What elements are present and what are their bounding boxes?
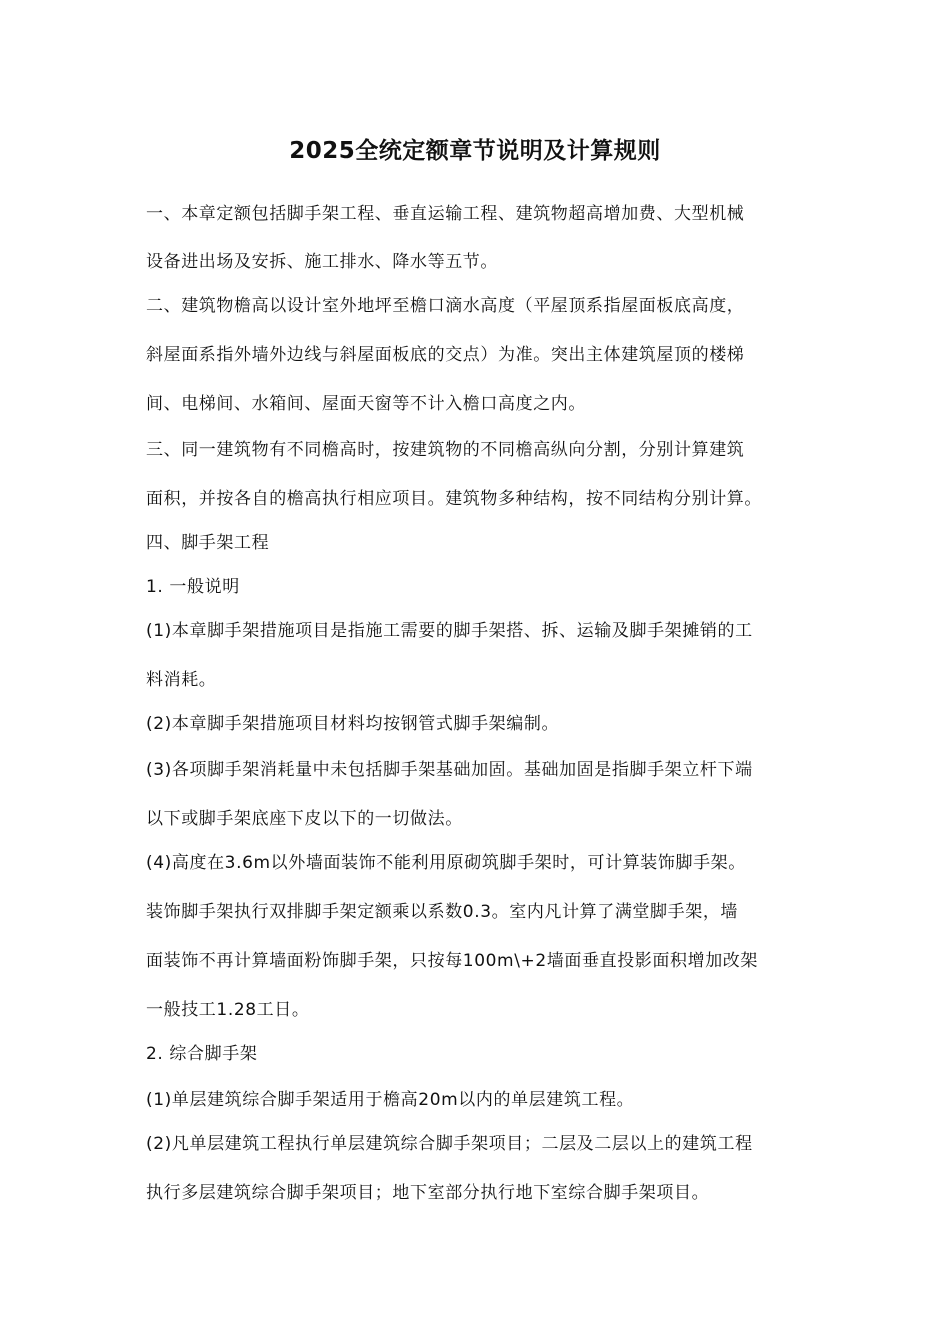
paragraph-line: 执行多层建筑综合脚手架项目；地下室部分执行地下室综合脚手架项目。	[146, 1183, 710, 1203]
paragraph-line: 设备进出场及安拆、施工排水、降水等五节。	[146, 252, 498, 272]
paragraph-line: (1)单层建筑综合脚手架适用于檐高20m以内的单层建筑工程。	[146, 1090, 635, 1110]
paragraph-line: (4)高度在3.6m以外墙面装饰不能利用原砌筑脚手架时，可计算装饰脚手架。	[146, 853, 746, 873]
paragraph-line: 面积，并按各自的檐高执行相应项目。建筑物多种结构，按不同结构分别计算。	[146, 489, 762, 509]
paragraph-line: 装饰脚手架执行双排脚手架定额乘以系数0.3。室内凡计算了满堂脚手架，墙	[146, 902, 739, 922]
page-title: 2025全统定额章节说明及计算规则	[289, 138, 661, 164]
paragraph-line: (3)各项脚手架消耗量中未包括脚手架基础加固。基础加固是指脚手架立杆下端	[146, 760, 753, 780]
paragraph-line: 料消耗。	[146, 670, 217, 690]
paragraph-line: 间、电梯间、水箱间、屋面天窗等不计入檐口高度之内。	[146, 394, 586, 414]
paragraph-line: 三、同一建筑物有不同檐高时，按建筑物的不同檐高纵向分割，分别计算建筑	[146, 440, 745, 460]
paragraph-line: 一般技工1.28工日。	[146, 1000, 310, 1020]
paragraph-line: 以下或脚手架底座下皮以下的一切做法。	[146, 809, 463, 829]
section-heading: 四、脚手架工程	[146, 533, 270, 553]
paragraph-line: 一、本章定额包括脚手架工程、垂直运输工程、建筑物超高增加费、大型机械	[146, 204, 745, 224]
subsection-heading: 2. 综合脚手架	[146, 1044, 258, 1064]
paragraph-line: 二、建筑物檐高以设计室外地坪至檐口滴水高度（平屋顶系指屋面板底高度，	[146, 296, 745, 316]
subsection-heading: 1. 一般说明	[146, 577, 240, 597]
paragraph-line: (2)凡单层建筑工程执行单层建筑综合脚手架项目；二层及二层以上的建筑工程	[146, 1134, 753, 1154]
paragraph-line: 面装饰不再计算墙面粉饰脚手架，只按每100m\+2墙面垂直投影面积增加改架	[146, 951, 758, 971]
paragraph-line: (2)本章脚手架措施项目材料均按钢管式脚手架编制。	[146, 714, 560, 734]
paragraph-line: (1)本章脚手架措施项目是指施工需要的脚手架搭、拆、运输及脚手架摊销的工	[146, 621, 753, 641]
paragraph-line: 斜屋面系指外墙外边线与斜屋面板底的交点）为准。突出主体建筑屋顶的楼梯	[146, 345, 745, 365]
